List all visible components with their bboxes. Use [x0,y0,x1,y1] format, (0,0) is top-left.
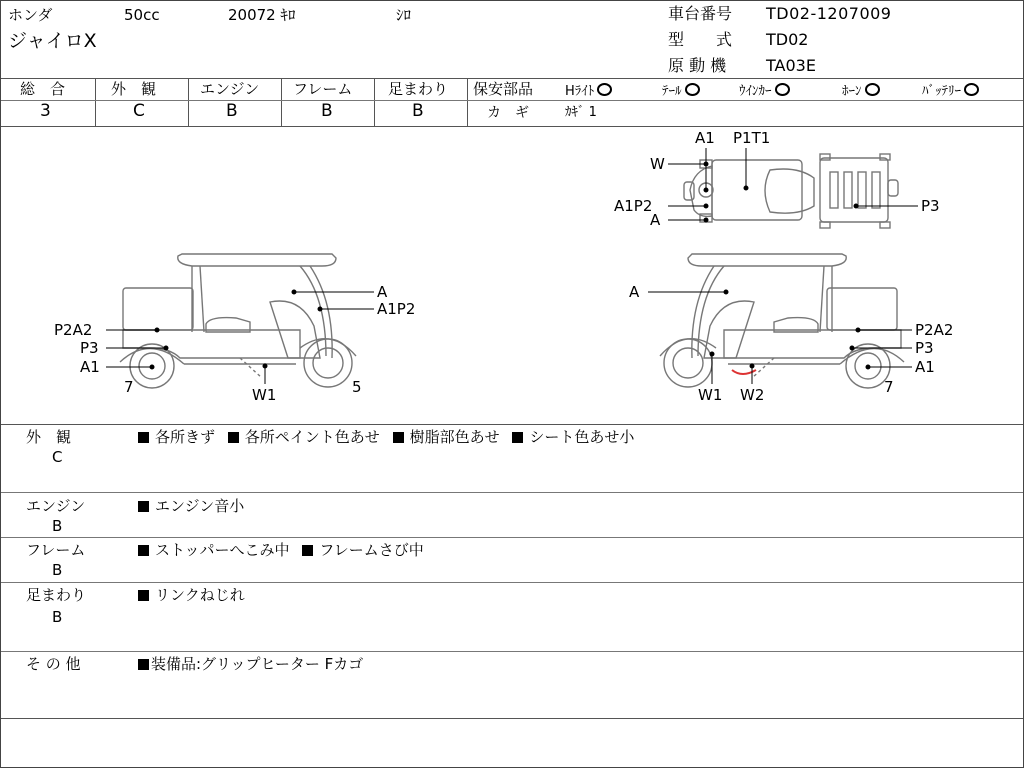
note-category: フレーム [26,541,86,559]
diagram-label: A1P2 [377,300,416,318]
key-label: カ ギ [487,105,529,121]
diagram-label: A1 [80,358,100,376]
note-item: 樹脂部色あせ [409,428,500,446]
diagram-label: P2A2 [54,321,93,339]
note-grade: B [52,517,63,535]
model-name: ジャイロX [8,30,97,52]
note-item: エンジン音小 [155,497,245,515]
mileage-text: 20072 ｷﾛ [228,6,296,24]
grade-exterior-value: C [133,101,145,121]
diagram-label: A1 [915,358,935,376]
safety-item-name: ﾊﾞｯﾃﾘｰ [922,84,961,99]
diagram-label: A [650,211,661,229]
grade-frame-label: フレーム [293,80,353,98]
grade-suspension-label: 足まわり [388,80,449,98]
engine-value: TA03E [766,56,816,75]
note-category: 足まわり [26,586,87,604]
grade-overall-label: 総 合 [20,80,66,98]
diagram-label: P3 [915,339,934,357]
frame-no-label: 車台番号 [668,4,733,23]
type-value: TD02 [766,30,809,49]
engine-label: 原 動 機 [668,56,727,75]
diagram-label: A1 [695,129,715,147]
diagram-label: W1 [252,386,277,404]
diagram-label: W1 [698,386,723,404]
grade-engine-value: B [226,101,238,121]
grade-suspension-value: B [412,101,424,121]
note-category: エンジン [26,497,86,515]
diagram-label: W [650,155,665,173]
diagram-label: W2 [740,386,765,404]
type-label: 型 式 [668,30,733,49]
maker-text: ホンダ [8,6,53,24]
note-grade: B [52,561,63,579]
grade-exterior-label: 外 観 [111,80,157,98]
frame-no-value: TD02-1207009 [766,4,892,23]
safety-item-name: ｳｲﾝｶｰ [739,84,772,99]
note-item: 各所ペイント色あせ [244,428,380,446]
key-value: ｶｷﾞ 1 [565,105,597,120]
note-category: そ の 他 [26,655,81,673]
safety-item-name: Hﾗｲﾄ [565,84,595,99]
note-grade: C [52,448,63,466]
diagram-label: A1P2 [614,197,653,215]
diagram-label: 7 [884,378,894,396]
note-item: リンクねじれ [155,586,245,604]
safety-label: 保安部品 [473,80,534,98]
diagram-label: P2A2 [915,321,954,339]
note-grade: B [52,608,63,626]
diagram-label: A [629,283,640,301]
diagram-label: P3 [921,197,940,215]
note-item: 各所きず [155,428,216,446]
grade-frame-value: B [321,101,333,121]
note-item: ストッパーへこみ中 [155,541,290,559]
grade-engine-label: エンジン [200,80,260,98]
diagram-label: P1T1 [733,129,771,147]
diagram-label: 7 [124,378,134,396]
diagram-label: A [377,283,388,301]
note-category: 外 観 [26,428,72,446]
note-item: 装備品:グリップヒーター Fカゴ [151,655,364,673]
grade-overall-value: 3 [40,101,51,121]
note-item: フレームさび中 [319,541,424,559]
diagram-label: 5 [352,378,362,396]
note-item: シート色あせ小 [529,428,635,446]
safety-item-name: ﾎｰﾝ [842,84,862,99]
color-text: ｼﾛ [396,6,412,24]
displacement-text: 50cc [124,6,160,24]
safety-item-name: ﾃｰﾙ [662,84,682,99]
diagram-label: P3 [80,339,99,357]
